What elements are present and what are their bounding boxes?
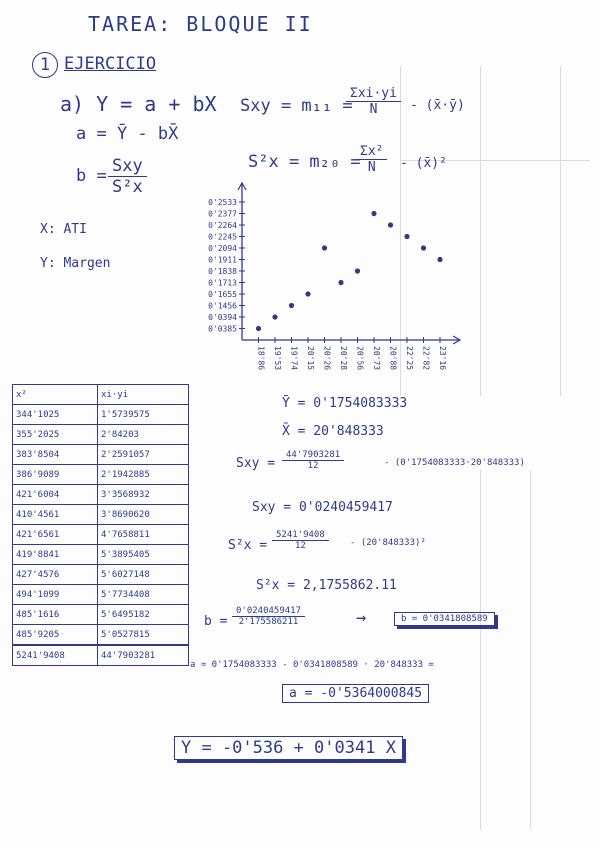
xy-product-cell: 44'7903281	[98, 645, 189, 666]
x-squared-cell: 5241'9408	[13, 645, 98, 666]
covariance-result: Sxy = 0'0240459417	[252, 500, 393, 515]
x-squared-cell: 421'6561	[13, 525, 98, 545]
covariance-calc-denominator: 12	[307, 461, 319, 471]
y-mean: Ȳ = 0'1754083333	[282, 396, 408, 411]
y-tick-label: 0'2533	[208, 198, 237, 207]
x-squared-cell: 421'6004	[13, 485, 98, 505]
table-row	[13, 425, 189, 445]
xy-product-cell: 4'7658811	[98, 525, 189, 545]
y-tick-label: 0'2377	[208, 209, 237, 219]
slope-calc-lhs: b =	[204, 614, 228, 629]
x-tick-label: 23'16	[438, 346, 447, 371]
xy-product-cell: 5'7734408	[98, 585, 189, 605]
exercise-number-circle: 1	[32, 52, 58, 78]
x-tick-label: 20'15	[306, 346, 315, 371]
x-tick-label: 18'86	[256, 346, 266, 371]
xy-product-cell: 2'2591057	[98, 445, 189, 465]
slope-denominator: S²x	[112, 177, 143, 197]
covariance-def-numerator: Σxi·yi	[346, 86, 401, 102]
covariance-calc-fraction	[282, 450, 344, 471]
covariance-def-rhs: - (x̄·ȳ)	[410, 98, 465, 113]
table-row	[13, 545, 189, 565]
scatter-point	[289, 303, 294, 308]
slope-formula-fraction	[108, 156, 147, 197]
scatter-point	[256, 326, 261, 331]
intercept-formula: a = Ȳ - bX̄	[76, 124, 179, 144]
x-mean: X̄ = 20'848333	[282, 424, 384, 439]
scatter-point	[421, 245, 426, 250]
x-tick-label: 20'88	[388, 346, 398, 371]
variance-def-denominator: N	[367, 160, 376, 175]
variance-calc-denominator: 12	[294, 541, 306, 551]
x-squared-cell: 494'1099	[13, 585, 98, 605]
part-a-model: a) Y = a + bX	[60, 92, 217, 116]
table-row	[13, 565, 189, 585]
table-sum-row	[13, 645, 189, 666]
variance-def-rhs: - (x̄)²	[400, 156, 447, 171]
xy-product-cell: 5'0527815	[98, 625, 189, 646]
variance-def-fraction	[356, 144, 387, 175]
bleed-through-line	[560, 66, 561, 396]
xy-product-cell: 3'8690620	[98, 505, 189, 525]
table-row	[13, 405, 189, 425]
x-tick-label: 20'28	[339, 346, 348, 371]
table-row	[13, 585, 189, 605]
slope-calc-fraction	[232, 606, 305, 627]
table-row	[13, 465, 189, 485]
covariance-def-denominator: N	[369, 102, 378, 117]
variance-calc-numerator: 5241'9408	[272, 530, 329, 541]
x-tick-label: 19'74	[289, 346, 299, 371]
page-title: TAREA: BLOQUE II	[88, 12, 313, 36]
x-tick-label: 22'25	[405, 346, 414, 371]
x-squared-cell: 419'8841	[13, 545, 98, 565]
scatter-point	[338, 280, 343, 285]
variance-calc-rhs: - (20'848333)²	[350, 538, 426, 548]
variance-calc-fraction	[272, 530, 329, 551]
table-row	[13, 525, 189, 545]
x-squared-cell: x²	[13, 385, 98, 405]
arrow-icon: →	[356, 608, 367, 628]
exercise-heading: EJERCICIO	[64, 54, 157, 74]
table-row	[13, 445, 189, 465]
xy-product-cell: 3'3568932	[98, 485, 189, 505]
table-row	[13, 605, 189, 625]
y-variable-definition: Y: Margen	[40, 256, 111, 271]
covariance-def-lhs: Sxy = m₁₁ =	[240, 96, 353, 116]
covariance-def-fraction	[346, 86, 401, 117]
y-tick-label: 0'2264	[208, 221, 237, 230]
y-tick-label: 0'0394	[208, 313, 237, 322]
x-variable-definition: X: ATI	[40, 222, 87, 237]
bleed-through-line	[530, 470, 531, 830]
y-tick-label: 0'1456	[208, 301, 237, 311]
x-squared-cell: 355'2025	[13, 425, 98, 445]
x-tick-label: 20'26	[322, 346, 332, 371]
intercept-calc: a = 0'1754083333 - 0'0341808589 · 20'848333 =	[190, 660, 434, 670]
x-squared-cell: 427'4576	[13, 565, 98, 585]
y-tick-label: 0'0385	[208, 324, 237, 334]
slope-calc-denominator: 2'175586211	[238, 617, 299, 627]
y-tick-label: 0'1838	[208, 267, 237, 276]
bleed-through-line	[480, 66, 481, 396]
xy-product-cell: 1'5739575	[98, 405, 189, 425]
xy-product-cell: 5'3895405	[98, 545, 189, 565]
y-tick-label: 0'1911	[208, 255, 237, 265]
variance-def-numerator: Σx²	[356, 144, 387, 160]
xy-product-cell: 2'1942885	[98, 465, 189, 485]
data-table	[12, 384, 189, 666]
slope-calc-numerator: 0'0240459417	[232, 606, 305, 617]
scatter-point	[388, 222, 393, 227]
scatter-point	[305, 291, 310, 296]
xy-product-cell: xi·yi	[98, 385, 189, 405]
y-tick-label: 0'1713	[208, 278, 237, 288]
xy-product-cell: 2'84203	[98, 425, 189, 445]
scatter-point	[355, 268, 360, 273]
y-tick-label: 0'2094	[208, 244, 237, 253]
slope-result-box: b = 0'0341808589	[394, 612, 495, 626]
covariance-calc-numerator: 44'7903281	[282, 450, 344, 461]
x-squared-cell: 485'9205	[13, 625, 98, 646]
y-tick-label: 0'2245	[208, 232, 237, 242]
scatter-point	[437, 257, 442, 262]
scatter-point	[272, 314, 277, 319]
intercept-result-box: a = -0'5364000845	[282, 684, 429, 703]
x-tick-label: 22'82	[421, 346, 431, 371]
scatter-point	[404, 234, 409, 239]
x-tick-label: 20'73	[372, 346, 381, 371]
xy-product-cell: 5'6495182	[98, 605, 189, 625]
variance-def-lhs: S²x = m₂₀ =	[248, 152, 361, 172]
table-row	[13, 625, 189, 646]
x-squared-cell: 386'9089	[13, 465, 98, 485]
x-squared-cell: 485'1616	[13, 605, 98, 625]
scatter-point	[322, 245, 327, 250]
covariance-calc-rhs: - (0'1754083333·20'848333)	[384, 458, 525, 468]
final-regression-equation: Y = -0'536 + 0'0341 X	[174, 736, 403, 760]
scatter-plot	[190, 180, 470, 380]
covariance-calc-lhs: Sxy =	[236, 456, 276, 471]
y-tick-label: 0'1655	[208, 290, 237, 299]
slope-formula-lhs: b =	[76, 166, 107, 186]
x-tick-label: 20'56	[355, 346, 365, 371]
x-squared-cell: 344'1025	[13, 405, 98, 425]
table-row	[13, 485, 189, 505]
variance-result: S²x = 2,1755862.11	[256, 578, 397, 593]
table-header-row	[13, 385, 189, 405]
x-squared-cell: 410'4561	[13, 505, 98, 525]
scatter-point	[371, 211, 376, 216]
slope-numerator: Sxy	[108, 156, 147, 177]
bleed-through-line	[480, 470, 481, 830]
table-row	[13, 505, 189, 525]
variance-calc-lhs: S²x =	[228, 538, 268, 553]
x-tick-label: 19'53	[273, 346, 282, 371]
xy-product-cell: 5'6027148	[98, 565, 189, 585]
x-squared-cell: 383'8504	[13, 445, 98, 465]
